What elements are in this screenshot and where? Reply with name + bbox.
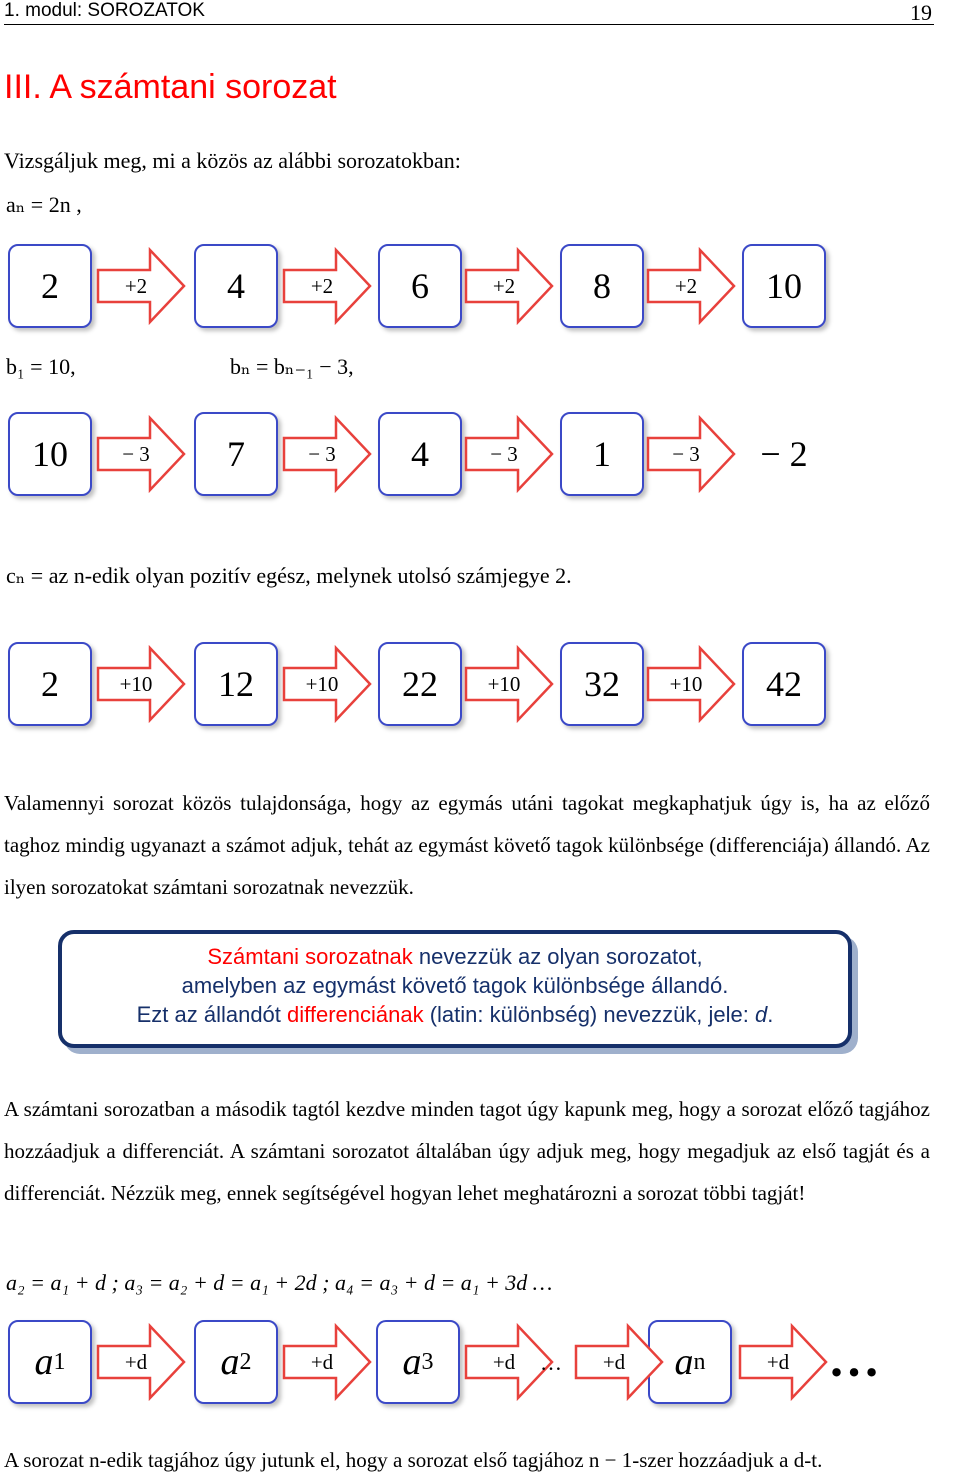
seq-a-term-3: 6: [378, 244, 462, 328]
seq-a-term-5: 10: [742, 244, 826, 328]
seq-a-step-label-2: +2: [310, 274, 334, 298]
seq-b-arrow-4: [646, 414, 736, 494]
definition-box: [58, 930, 852, 1048]
seq-c-term-1: 2: [8, 642, 92, 726]
general-term-index: 1: [53, 1348, 66, 1375]
seq-c-arrow-2: [282, 644, 372, 724]
seq-c-term-5: 42: [742, 642, 826, 726]
module-header: 1. modul: SOROZATOK: [4, 0, 205, 21]
seq-a-arrow-3: [464, 246, 554, 326]
general-term-index: n: [693, 1348, 706, 1375]
general-step-label-4: +d: [602, 1350, 626, 1374]
seq-c-step-label-4: +10: [669, 672, 703, 696]
seq-c-step-label-3: +10: [487, 672, 521, 696]
general-term-letter: a: [402, 1341, 422, 1383]
general-step-label-1: +d: [124, 1350, 148, 1374]
seq-c-step-label-2: +10: [305, 672, 339, 696]
seq-a-step-label-1: +2: [124, 274, 148, 298]
general-term-3: [376, 1320, 460, 1404]
general-step-label-2: +d: [310, 1350, 334, 1374]
general-term-letter: a: [34, 1341, 54, 1383]
seq-a-arrow-1: [96, 246, 186, 326]
general-term-letter: a: [220, 1341, 240, 1383]
definition-line-3-end: .: [767, 1002, 774, 1027]
seq-b-term-4: 1: [560, 412, 644, 496]
definition-line-3-a: Ezt az állandót: [136, 1002, 288, 1027]
intro-text: Vizsgáljuk meg, mi a közös az alábbi sorozatokban:: [4, 148, 461, 173]
seq-c-arrow-1: [96, 644, 186, 724]
seq-a-term-1: 2: [8, 244, 92, 328]
formula-a: aₙ = 2n ,: [6, 192, 82, 217]
general-arrow-2: [282, 1322, 372, 1402]
seq-b-step-label-3: − 3: [490, 442, 518, 466]
general-term-1: [8, 1320, 92, 1404]
formula-c: cₙ = az n-edik olyan pozitív egész, melynek utolsó számjegye 2.: [6, 563, 572, 588]
seq-b-term-5: − 2: [742, 412, 826, 496]
seq-a-term-2: 4: [194, 244, 278, 328]
seq-a-arrow-2: [282, 246, 372, 326]
seq-b-step-label-4: − 3: [672, 442, 700, 466]
definition-line-3: [62, 1000, 848, 1029]
formula-b1: b₁ = 10,: [6, 354, 76, 379]
header-divider: [4, 24, 934, 25]
seq-b-step-label-2: − 3: [308, 442, 336, 466]
page-number: 19: [910, 0, 932, 25]
general-step-label-3: +d: [492, 1350, 516, 1374]
seq-b-term-2: 7: [194, 412, 278, 496]
seq-a-term-4: 8: [560, 244, 644, 328]
seq-b-arrow-3: [464, 414, 554, 494]
paragraph-2: A számtani sorozatban a második tagtól kezdve minden tagot úgy kapunk meg, hogy a sorozat előző tagjához hozzáadjuk a differenciát. A számtani sorozatot általában úgy adjuk meg, hogy megadjuk az első tagját és a differenciát. Nézzük meg, ennek segítségével hogyan lehet meghatározni a sorozat többi tagját!: [4, 1097, 930, 1205]
seq-c-step-label-1: +10: [119, 672, 153, 696]
seq-a-step-label-3: +2: [492, 274, 516, 298]
general-term-letter: a: [674, 1341, 694, 1383]
seq-c-term-3: 22: [378, 642, 462, 726]
general-term-index: 3: [421, 1348, 434, 1375]
definition-term: Számtani sorozatnak: [207, 944, 413, 969]
general-step-label-5: +d: [766, 1350, 790, 1374]
general-arrow-4: [574, 1322, 664, 1402]
definition-line-1: [62, 942, 848, 971]
seq-b-step-label-1: − 3: [122, 442, 150, 466]
seq-c-term-2: 12: [194, 642, 278, 726]
definition-line-1-rest: nevezzük az olyan sorozatot,: [412, 944, 703, 969]
seq-c-term-4: 32: [560, 642, 644, 726]
general-arrow-5: [738, 1322, 828, 1402]
definition-term-differencia: differenciának: [287, 1002, 424, 1027]
definition-symbol-d: d: [755, 1002, 768, 1027]
seq-b-arrow-2: [282, 414, 372, 494]
recursion-formula: a₂ = a₁ + d ; a₃ = a₂ + d = a₁ + 2d ; a₄ = a₃ + d = a₁ + 3d …: [6, 1270, 553, 1295]
general-arrow-1: [96, 1322, 186, 1402]
seq-c-arrow-4: [646, 644, 736, 724]
general-term-index: 2: [239, 1348, 252, 1375]
conclusion-text: A sorozat n-edik tagjához úgy jutunk el, hogy a sorozat első tagjához n − 1-szer hozzáadjuk a d-t.: [4, 1448, 823, 1472]
seq-c-arrow-3: [464, 644, 554, 724]
section-title: III. A számtani sorozat: [4, 68, 337, 106]
definition-line-3-b: (latin: különbség) nevezzük, jele:: [423, 1002, 756, 1027]
seq-b-term-3: 4: [378, 412, 462, 496]
general-dots-end: …: [828, 1331, 880, 1388]
general-term-2: [194, 1320, 278, 1404]
paragraph-1: Valamennyi sorozat közös tulajdonsága, hogy az egymás utáni tagokat megkaphatjuk úgy is, ha az előző taghoz mindig ugyanazt a számot adjuk, tehát az egymást követő tagok különbsége (differenciája) állandó. Az ilyen sorozatokat számtani sorozatnak nevezzük.: [4, 791, 930, 899]
seq-b-arrow-1: [96, 414, 186, 494]
general-dots-middle: …: [540, 1350, 562, 1375]
seq-a-step-label-4: +2: [674, 274, 698, 298]
definition-line-2: amelyben az egymást követő tagok különbsége állandó.: [181, 973, 729, 998]
formula-bn: bₙ = bₙ₋₁ − 3,: [230, 354, 354, 379]
seq-a-arrow-4: [646, 246, 736, 326]
seq-b-term-1: 10: [8, 412, 92, 496]
